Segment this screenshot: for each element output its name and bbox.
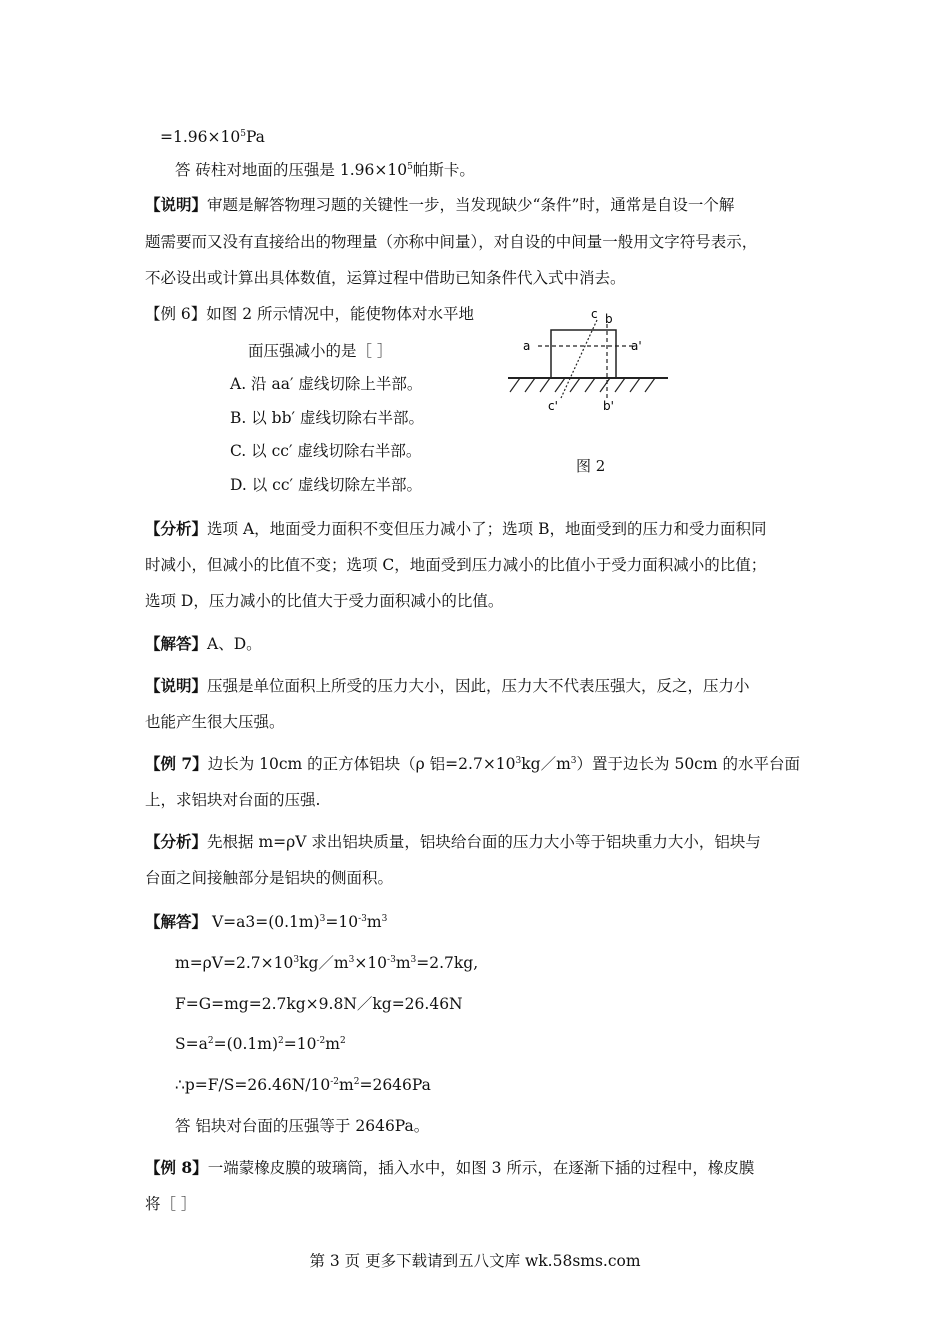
text-line: 选项 D，压力减小的比值大于受力面积减小的比值。 — [145, 592, 504, 610]
analysis-paragraph: 【分析】先根据 m=ρV 求出铝块质量，铝块给台面的压力大小等于铝块重力大小，铝块与 — [145, 832, 761, 851]
page-footer: 第 3 页 更多下载请到五八文库 wk.58sms.com — [309, 1252, 641, 1270]
equation-line: $S=a^2=(0.1m)^2=10^{-2}m^2$ — [175, 1035, 346, 1053]
label-c: c — [591, 307, 598, 321]
text-line: 题需要而又没有直接给出的物理量（亦称中间量），对自设的中间量一般用文字符号表示， — [145, 233, 758, 251]
equation-line: F=G=mg=2.7kg×9.8N／kg=26.46N — [175, 995, 463, 1013]
text-line: 面压强减小的是［ ］ — [248, 342, 393, 360]
text-line: 时减小，但减小的比值不变；选项 C，地面受到压力减小的比值小于受力面积减小的比值； — [145, 556, 767, 574]
figure-caption: 图 2 — [576, 457, 606, 475]
label-b-prime: b' — [603, 399, 614, 413]
example-6-title: 【例 6】如图 2 所示情况中，能使物体对水平地 — [145, 305, 475, 323]
text-line: 台面之间接触部分是铝块的侧面积。 — [145, 869, 394, 887]
text-line: 上，求铝块对台面的压强. — [145, 791, 321, 809]
label-c-prime: c' — [548, 399, 558, 413]
label-b: b — [605, 312, 613, 326]
explanation-paragraph: 【说明】压强是单位面积上所受的压力大小，因此，压力大不代表压强大，反之，压力小 — [145, 676, 750, 695]
equation-line: $=1.96\times 10^5Pa$ — [160, 128, 265, 146]
equation-line: $\therefore p=F/S=26.46N/10^{-2}m^2=2646Pa$ — [175, 1076, 431, 1094]
option-d: D. 以 cc′ 虚线切除左半部。 — [230, 476, 422, 494]
example-7-title: 【例 7】边长为 10cm 的正方体铝块（ρ 铝$=2.7\times 10^3kg/m^3$）置于边长为 50cm 的水平台面 — [145, 754, 800, 773]
solution-line: 【解答】 $V=a3=(0.1m)^3=10^{-3}m^3$ — [145, 912, 388, 931]
example-8-title: 【例 8】一端蒙橡皮膜的玻璃筒，插入水中，如图 3 所示，在逐渐下插的过程中，橡皮膜 — [145, 1158, 755, 1177]
text-line: 也能产生很大压强。 — [145, 713, 285, 731]
ground-hatch — [510, 378, 655, 392]
option-a: A. 沿 aa′ 虚线切除上半部。 — [230, 375, 423, 393]
text-line: 将［ ］ — [145, 1195, 197, 1213]
text-line: 不必设出或计算出具体数值，运算过程中借助已知条件代入式中消去。 — [145, 269, 626, 287]
block — [551, 330, 616, 378]
dotted-line-cc — [561, 320, 597, 398]
solution-line: 【解答】A、D。 — [145, 634, 262, 653]
label-a: a — [523, 339, 531, 353]
analysis-paragraph: 【分析】选项 A，地面受力面积不变但压力减小了；选项 B，地面受到的压力和受力面积同 — [145, 519, 767, 538]
option-c: C. 以 cc′ 虚线切除右半部。 — [230, 442, 422, 460]
label-a-prime: a' — [631, 339, 642, 353]
answer-line: 答 铝块对台面的压强等于 2646Pa。 — [175, 1117, 430, 1135]
explanation-paragraph: 【说明】审题是解答物理习题的关键性一步，当发现缺少“条件”时，通常是自设一个解 — [145, 195, 735, 214]
figure-2-diagram — [508, 306, 673, 426]
equation-line: $m=\rho V=2.7\times 10^3kg/m^3\times 10^{-3}m^3=2.7kg$, — [175, 954, 479, 972]
answer-line: 答 砖柱对地面的压强是 $1.96\times 10^5$帕斯卡。 — [175, 161, 475, 179]
option-b: B. 以 bb′ 虚线切除右半部。 — [230, 409, 424, 427]
